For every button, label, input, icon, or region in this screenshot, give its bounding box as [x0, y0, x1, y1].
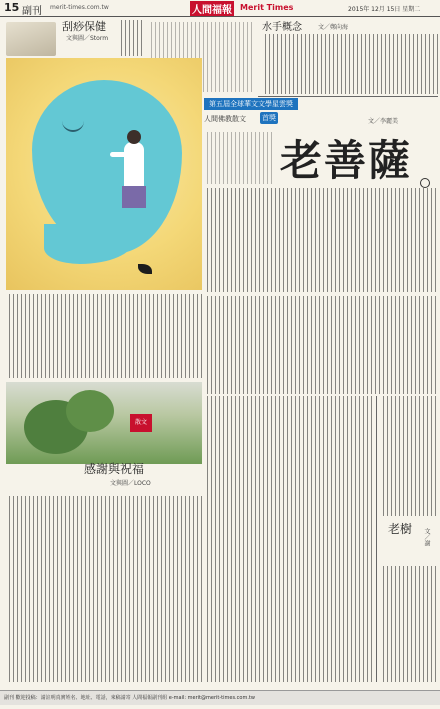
award-banner: 第五屆全球華文文學星雲獎	[204, 98, 298, 110]
feature-continued-text	[204, 296, 438, 394]
lower-middle-text	[204, 396, 374, 682]
brand-english: Merit Times	[240, 3, 294, 12]
lower-left-title: 感謝與祝福	[84, 462, 145, 476]
water-column-title: 水手概念	[262, 22, 302, 33]
figure-arms	[110, 152, 128, 157]
section-name: 副刊	[22, 6, 42, 17]
right-divider	[376, 396, 377, 682]
photo-foliage-2	[66, 390, 114, 432]
page-footer	[0, 690, 440, 705]
health-column-author: 文與圖／Storm	[66, 35, 109, 42]
figure-skirt	[122, 186, 146, 208]
title-seal-icon	[420, 178, 430, 188]
feature-intro-text	[204, 132, 274, 184]
award-subbanner: 人間佛教散文	[204, 115, 246, 123]
essay-badge: 散文	[130, 414, 152, 432]
health-column-text	[118, 20, 144, 56]
tree-column-text-bottom	[380, 566, 438, 682]
lower-left-text	[6, 496, 202, 682]
issue-date: 2015年 12月 15日 星期二	[348, 6, 421, 13]
tree-column-text-top	[380, 396, 438, 516]
page-number: 15	[4, 1, 20, 14]
lower-left-photo	[6, 382, 202, 464]
water-column-author: 文／鄭向海	[318, 24, 349, 31]
feature-body-text	[204, 188, 438, 292]
figure-head	[127, 130, 141, 144]
health-icon	[6, 22, 56, 56]
brand-logo: 人間福報	[190, 1, 234, 16]
feature-illustration	[6, 58, 202, 290]
page-header	[0, 0, 440, 17]
health-column-title: 刮痧保健	[62, 20, 106, 33]
tree-column-author: 文／謝	[423, 528, 430, 546]
award-badge: 首獎	[262, 114, 276, 122]
top-divider	[258, 96, 438, 97]
site-url: merit-times.com.tw	[50, 4, 109, 11]
water-column-text	[262, 34, 438, 94]
feature-author: 文／李麗美	[368, 118, 399, 125]
left-body-text	[6, 294, 202, 378]
lower-left-author: 文與圖／LOCO	[110, 480, 151, 487]
feature-title: 老善薩	[280, 136, 413, 185]
tree-column-title: 老樹	[388, 522, 413, 536]
footer-notice: 副刊 歡迎投稿：請註明真實姓名、地址、電話，來稿請寄 人間福報副刊組 e-mail: merit@merit-times.com.tw	[4, 695, 255, 701]
